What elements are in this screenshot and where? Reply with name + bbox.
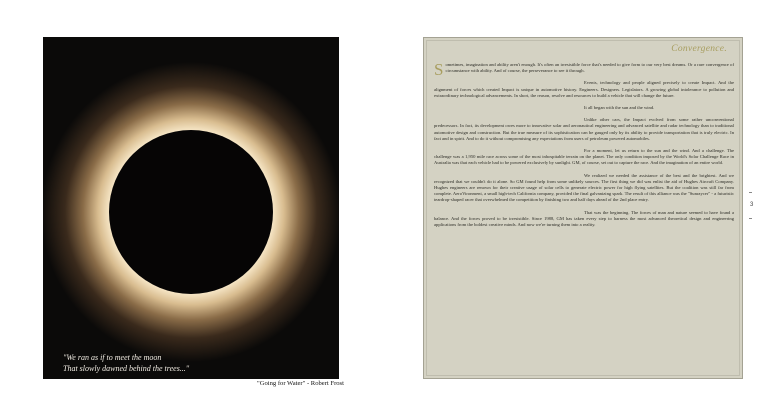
paragraph: Unlike other cars, the Impact evolved from some rather unconventional predecessors. In fact, its development owes more to innovative solar and aeronautical engineering and advanced satellite and radar technology than to traditional automotive design and construction. But the true measure of its sophistication can be gauged only by its ability to provide transportation that is truly electric. In fact and in spirit. And to do it without compromising any expectations from users of petroleum powered automobiles. bbox=[434, 117, 734, 141]
edge-tick bbox=[749, 218, 752, 219]
frost-quote bbox=[63, 352, 189, 374]
paragraph: Sometimes, imagination and ability aren't enough. It's often an irresistible force that's needed to give form to our very best dreams. Or a rare convergence of circumstance with ability. And of course, the perseverance to see it through. bbox=[434, 60, 734, 79]
quote-attribution: "Going for Water" - Robert Frost bbox=[257, 380, 344, 387]
solar-eclipse-photo bbox=[43, 37, 339, 379]
paragraph: For a moment, let us return to the sun and the wind. And a challenge. The challenge was a 1,950 mile race across some of the most inhospitable terrain on the planet. The only condition imposed by the World's Solar Challenge Race in Australia was that each vehicle had to be powered exclusively by sunlight. GM, of course, set out to capture the race. And the imagination of an entire world. bbox=[434, 148, 734, 166]
quote-line-2: That slowly dawned behind the trees..." bbox=[63, 364, 190, 373]
paragraph: That was the beginning. The forces of man and nature seemed to have found a balance. And the forces proved to be irresistible. Since 1988, GM has taken every step to harness the most advanced theoretical design and engineering applications from the boldest creative minds. And now we're turning them into a reality. bbox=[434, 209, 734, 228]
drop-cap: S bbox=[434, 60, 444, 79]
right-page bbox=[423, 37, 743, 379]
page-number: 3 bbox=[750, 202, 754, 208]
quote-line-1: "We ran as if to meet the moon bbox=[63, 353, 162, 362]
edge-tick bbox=[749, 192, 752, 193]
paragraph: It all began with the sun and the wind. bbox=[584, 105, 655, 111]
moon-disc bbox=[109, 130, 273, 294]
eclipse-corona-image bbox=[43, 37, 339, 379]
left-page bbox=[0, 0, 380, 415]
paragraph: Events, technology and people aligned precisely to create Impact. And the alignment of forces which created Impact is unique in automotive history. Engineers. Designers. Legislators. A growing global intolerance to pollution and extraordinary technological advancements. In short, the reason, resolve and resources to build a vehicle that will change the future. bbox=[434, 80, 734, 98]
paragraph: We realized we needed the assistance of the best and the brightest. And we recognized that we couldn't do it alone. So GM found help from some unlikely sources. The first thing we did was enlist the aid of Hughes Aircraft Company. Hughes engineers are renown for their creative usage of solar cells to generate electric power for high flying satellites. But the coalition was still far from complete. AeroVironment, a small high-tech California company, provided the final galvanizing spark. The result of this alliance was the "Sunraycer" - a futuristic teardrop-shaped racer that overwhelmed the competition by finishing two and half days ahead of the 2nd place entry. bbox=[434, 172, 734, 203]
page-title: Convergence. bbox=[671, 44, 727, 54]
body-text bbox=[434, 62, 734, 234]
